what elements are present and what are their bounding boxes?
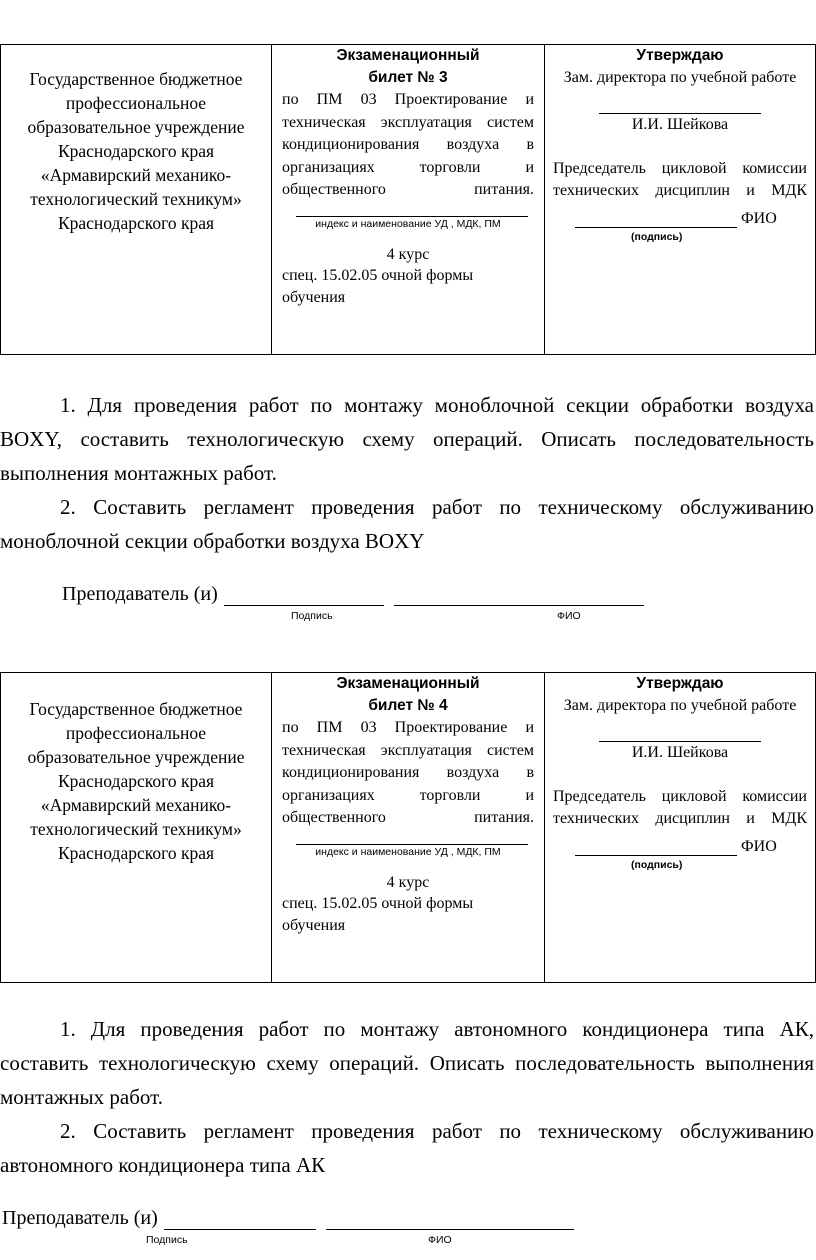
teacher-signature-row xyxy=(62,582,644,606)
chair-fio: ФИО xyxy=(741,210,777,227)
org-name: Государственное бюджетное профессиональное образовательное учреждение Краснодарского края «Армавирский механико-технологический техникум» Краснодарского края xyxy=(27,69,245,233)
teacher-signature-line xyxy=(224,585,384,606)
teacher-signature-row xyxy=(2,1206,574,1230)
org-cell xyxy=(1,45,272,355)
podpis-label: Подпись xyxy=(291,610,333,622)
ticket-number: билет № 3 xyxy=(368,69,448,86)
index-caption: индекс и наименование УД , МДК, ПМ xyxy=(315,217,501,230)
exam-title: Экзаменационный xyxy=(336,675,480,692)
teacher-signature-line xyxy=(164,1209,316,1230)
course-year: 4 курс xyxy=(386,873,430,891)
org-name: Государственное бюджетное профессиональное образовательное учреждение Краснодарского края «Армавирский механико-технологический техникум» Краснодарского края xyxy=(27,699,245,863)
chair-fio: ФИО xyxy=(741,838,777,855)
index-caption: индекс и наименование УД , МДК, ПМ xyxy=(315,845,501,858)
deputy-name: И.И. Шейкова xyxy=(631,744,729,761)
task-list xyxy=(0,388,814,558)
deputy-title: Зам. директора по учебной работе xyxy=(563,697,797,714)
approval-cell xyxy=(545,673,816,983)
ticket-info-cell xyxy=(272,673,545,983)
approve-heading: Утверждаю xyxy=(636,47,724,64)
signature-caption: (подпись) xyxy=(631,231,683,243)
teacher-label: Преподаватель (и) xyxy=(62,583,218,605)
ticket-header-table xyxy=(0,672,816,983)
ticket-number: билет № 4 xyxy=(368,697,448,714)
deputy-title: Зам. директора по учебной работе xyxy=(563,69,797,86)
course-description: по ПМ 03 Проектирование и техническая эксплуатация систем кондиционирования воздуха в организациях торговли и общественного питания. xyxy=(282,91,534,198)
teacher-label: Преподаватель (и) xyxy=(2,1207,158,1229)
teacher-fio-line xyxy=(394,585,644,606)
fio-label: ФИО xyxy=(428,1234,452,1246)
approve-heading: Утверждаю xyxy=(636,675,724,692)
chair-signature-line xyxy=(575,855,737,856)
task-item: 2. Составить регламент проведения работ по техническому обслуживанию автономного кондиционера типа АК xyxy=(0,1119,814,1177)
ticket-header-table xyxy=(0,44,816,355)
chair-title: Председатель цикловой комиссии технических дисциплин и МДК xyxy=(553,160,807,199)
podpis-label: Подпись xyxy=(146,1234,188,1246)
org-cell xyxy=(1,673,272,983)
deputy-name: И.И. Шейкова xyxy=(631,116,729,133)
exam-title: Экзаменационный xyxy=(336,47,480,64)
specialty: спец. 15.02.05 очной формы обучения xyxy=(282,894,474,934)
chair-signature-line xyxy=(575,227,737,228)
fio-label: ФИО xyxy=(557,610,581,622)
ticket-info-cell xyxy=(272,45,545,355)
course-year: 4 курс xyxy=(386,245,430,263)
task-item: 1. Для проведения работ по монтажу моноблочной секции обработки воздуха BOXY, составить технологическую схему операций. Описать последовательность выполнения монтажных работ. xyxy=(0,393,814,485)
signature-caption: (подпись) xyxy=(631,859,683,871)
chair-title: Председатель цикловой комиссии технических дисциплин и МДК xyxy=(553,788,807,827)
task-item: 2. Составить регламент проведения работ по техническому обслуживанию моноблочной секции обработки воздуха BOXY xyxy=(0,495,814,553)
task-item: 1. Для проведения работ по монтажу автономного кондиционера типа АК, составить технологическую схему операций. Описать последовательность выполнения монтажных работ. xyxy=(0,1017,814,1109)
task-list xyxy=(0,1012,814,1182)
specialty: спец. 15.02.05 очной формы обучения xyxy=(282,266,474,306)
course-description: по ПМ 03 Проектирование и техническая эксплуатация систем кондиционирования воздуха в организациях торговли и общественного питания. xyxy=(282,719,534,826)
approval-cell xyxy=(545,45,816,355)
teacher-fio-line xyxy=(326,1209,574,1230)
